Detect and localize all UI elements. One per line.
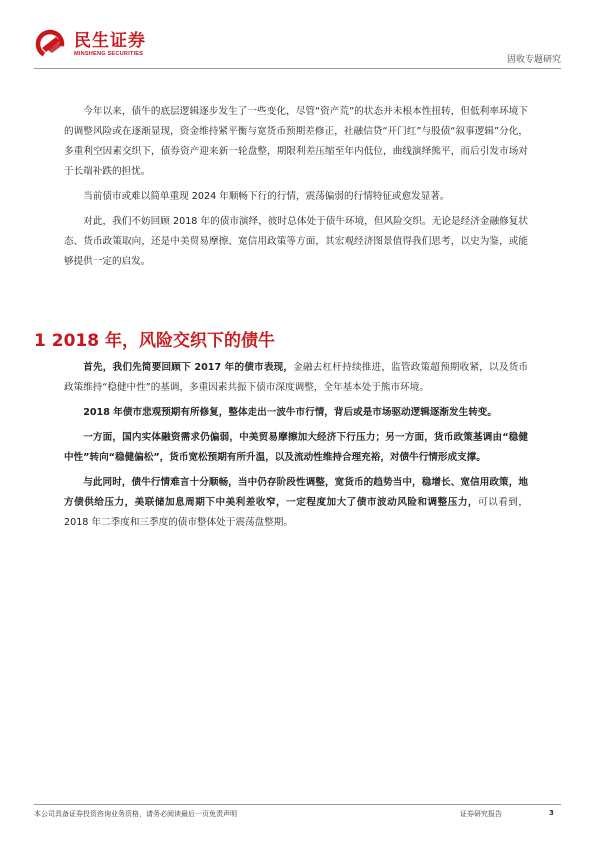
body-paragraph [64, 428, 528, 468]
body-paragraph [64, 473, 528, 533]
footer-doc-type: 证券研究报告 [460, 810, 502, 818]
logo-chinese-text: 民生证券 [74, 30, 146, 51]
bold-lead: 2018 年债市悲观预期有所修复，整体走出一波牛市行情，背后或是市场驱动逻辑逐渐发生转变。 [83, 407, 497, 418]
logo-english-text: MINSHENG SECURITIES [74, 50, 144, 57]
body-paragraph [64, 403, 528, 423]
page-number: 3 [549, 809, 554, 817]
header-divider [34, 68, 561, 69]
footer-disclaimer: 本公司具备证券投资咨询业务资格，请务必阅读最后一页免责声明 [34, 810, 237, 818]
company-logo [34, 28, 146, 60]
body-paragraph [64, 358, 528, 398]
bold-lead: 与此同时，债牛行情难言十分顺畅，当中仍存阶段性调整，宽货币的趋势当中，稳增长、宽信用政策，地方债供给压力，美联储加息周期下中美利差收窄，一定程度加大了债市波动风险和调整压力， [64, 477, 528, 508]
paragraph-text: 金融去杠杆持续推进，监管政策超预期收紧，以及货币政策维持“稳健中性”的基调，多重因素共振下债市深度调整，全年基本处于熊市环境。 [64, 362, 528, 393]
intro-paragraph: 对此，我们不妨回顾 2018 年的债市演绎，彼时总体处于债牛环境，但风险交织。无论是经济金融修复状态、货币政策取向，还是中美贸易摩擦、宽信用政策等方面，其宏观经济图景值得我们思考，以史为鉴，或能够提供一定的启发。 [64, 216, 528, 267]
intro-section [64, 102, 528, 277]
intro-paragraph: 今年以来，债牛的底层逻辑逐步发生了一些变化，尽管“资产荒”的状态并未根本性扭转，但低利率环境下的调整风险或在逐渐显现，资金维持紧平衡与宽货币预期差修正，社融信贷“开门红”与股债“叙事逻辑”分化，多重利空因素交织下，债券资产迎来新一轮盘整，期限利差压缩至年内低位，曲线演绎熊平，而后引发市场对于长端补跌的担忧。 [64, 106, 528, 177]
page-header [34, 28, 561, 68]
footer-divider [34, 804, 561, 805]
bold-lead: 一方面，国内实体融资需求仍偏弱，中美贸易摩擦加大经济下行压力；另一方面，货币政策基调由“稳健中性”转向“稳健偏松”，货币宽松预期有所升温，以及流动性维持合理充裕，对债牛行情形成支撑。 [64, 432, 528, 463]
body-section [64, 358, 528, 538]
paragraph-text: 可以看到，2018 年二季度和三季度的债市整体处于震荡盘整期。 [64, 497, 529, 528]
intro-paragraph: 当前债市或难以简单重现 2024 年顺畅下行的行情，震荡偏弱的行情特征或愈发显著。 [83, 191, 450, 202]
section-heading [34, 326, 561, 354]
section-title: 1 2018 年，风险交织下的债牛 [34, 331, 275, 351]
bold-lead: 首先，我们先简要回顾下 2017 年的债市表现， [83, 362, 294, 373]
report-type-label: 固收专题研究 [506, 55, 561, 65]
minsheng-logo-icon [34, 28, 70, 60]
